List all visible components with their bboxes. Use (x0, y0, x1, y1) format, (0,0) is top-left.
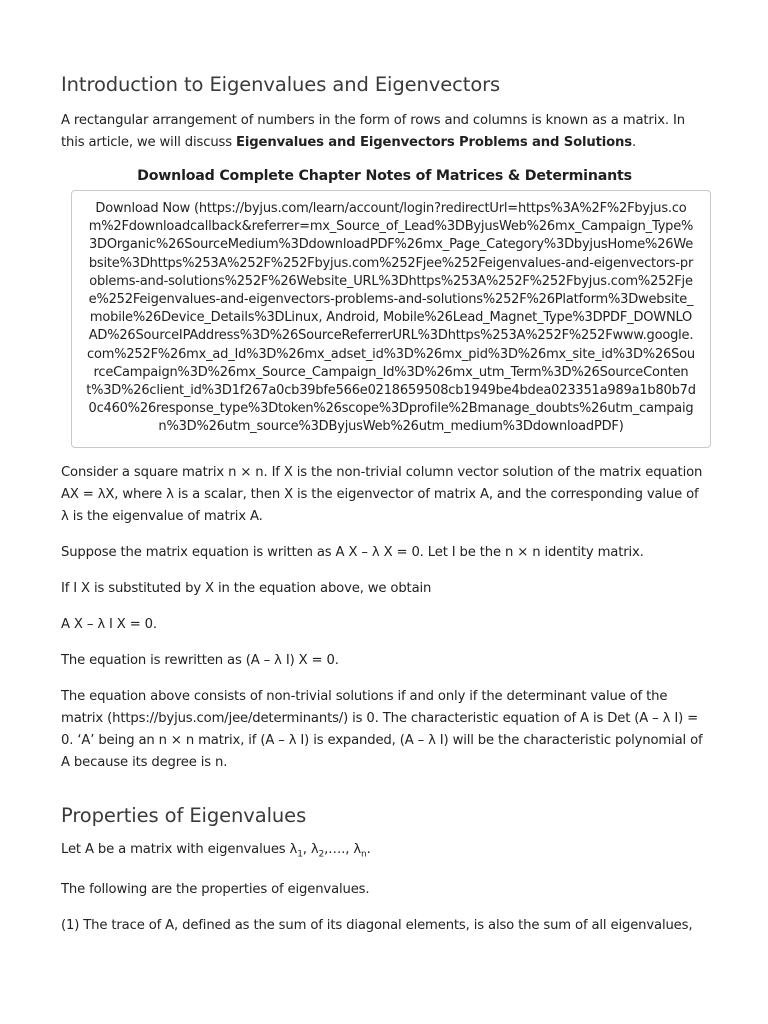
download-heading: Download Complete Chapter Notes of Matrices & Determinants (137, 168, 632, 184)
intro-paragraph (61, 110, 708, 154)
separator-2: ,…., λ (324, 841, 361, 857)
let-end: . (366, 841, 371, 857)
paragraph-following: The following are the properties of eigenvalues. (61, 882, 370, 898)
paragraph-suppose: Suppose the matrix equation is written as A X – λ X = 0. Let I be the n × n identity matrix. (61, 544, 644, 560)
section-heading-properties: Properties of Eigenvalues (61, 803, 307, 827)
subscript-1: 1 (297, 849, 303, 860)
intro-text: A rectangular arrangement of numbers in the form of rows and columns is known as a matrix. In this article, we will discuss (61, 113, 685, 150)
paragraph-consider: Consider a square matrix n × n. If X is the non-trivial column vector solution of the matrix equation AX = λX, where λ is a scalar, then X is the eigenvector of matrix A, and the corresponding value of λ is the eigenvalue of matrix A. (61, 464, 703, 524)
paragraph-property-1: (1) The trace of A, defined as the sum of its diagonal elements, is also the sum of all eigenvalues, (61, 918, 693, 934)
paragraph-characteristic: The equation above consists of non-trivial solutions if and only if the determinant value of the matrix (https://byjus.com/jee/determinants/) is 0. The characteristic equation of A is Det (A – λ I) = 0. ‘A’ being an n × n matrix, if (A – λ I) is expanded, (A – λ I) will be the characteristic polynomial of A because its degree is n. (61, 688, 703, 770)
subscript-n: n (361, 849, 367, 860)
intro-end: . (631, 135, 637, 150)
section-heading-introduction: Introduction to Eigenvalues and Eigenvectors (61, 73, 501, 96)
let-prefix: Let A be a matrix with eigenvalues λ (61, 841, 298, 857)
separator-1: , λ (302, 841, 319, 857)
paragraph-substituted: If I X is substituted by X in the equation above, we obtain (61, 580, 432, 596)
download-link-text[interactable]: Download Now (https://byjus.com/learn/account/login?redirectUrl=https%3A%2F%2Fbyjus.com%2Fdownloadcallback&referrer=mx_Source_of_Lead%3DByjusWeb%26mx_Campaign_Type%3DOrganic%26SourceMedium%3DdownloadPDF%26mx_Page_Category%3DbyjusHome%26Website%3Dhttps%253A%252F%252Fbyjus.com%252Fjee%252Feigenvalues-and-eigenvectors-problems-and-solutions%252F%26Website_URL%3Dhttps%253A%252F%252Fbyjus.com%252Fjee%252Feigenvalues-and-eigenvectors-problems-and-solutions%252F%26Platform%3Dwebsite_mobile%26Device_Details%3DLinux, Android, Mobile%26Lead_Magnet_Type%3DPDF_DOWNLOAD%26SourceIPAddress%3D%26SourceReferrerURL%3Dhttps%253A%252F%252Fwww.google.com%252F%26mx_ad_Id%3D%26mx_adset_id%3D%26mx_pid%3D%26mx_site_id%3D%26SourceCampaign%3D%26mx_Source_Campaign_Id%3D%26mx_utm_Term%3D%26SourceContent%3D%26client_id%3D1f267a0cb39bfe566e0218659508cb1949be4bdea023351a989a1b80b7d0c460%26response_type%3Dtoken%26scope%3Dprofile%2Bmanage_doubts%26utm_campaign%3D%26utm_source%3DByjusWeb%26utm_medium%3DdownloadPDF) (86, 201, 696, 435)
download-now-link[interactable] (71, 190, 711, 448)
paragraph-eigenvalues-list (61, 839, 708, 866)
paragraph-rewritten: The equation is rewritten as (A – λ I) X = 0. (61, 652, 339, 668)
subscript-2: 2 (318, 849, 325, 860)
intro-bold-text: Eigenvalues and Eigenvectors Problems and Solutions (236, 135, 632, 150)
equation-line: A X – λ I X = 0. (61, 616, 157, 632)
